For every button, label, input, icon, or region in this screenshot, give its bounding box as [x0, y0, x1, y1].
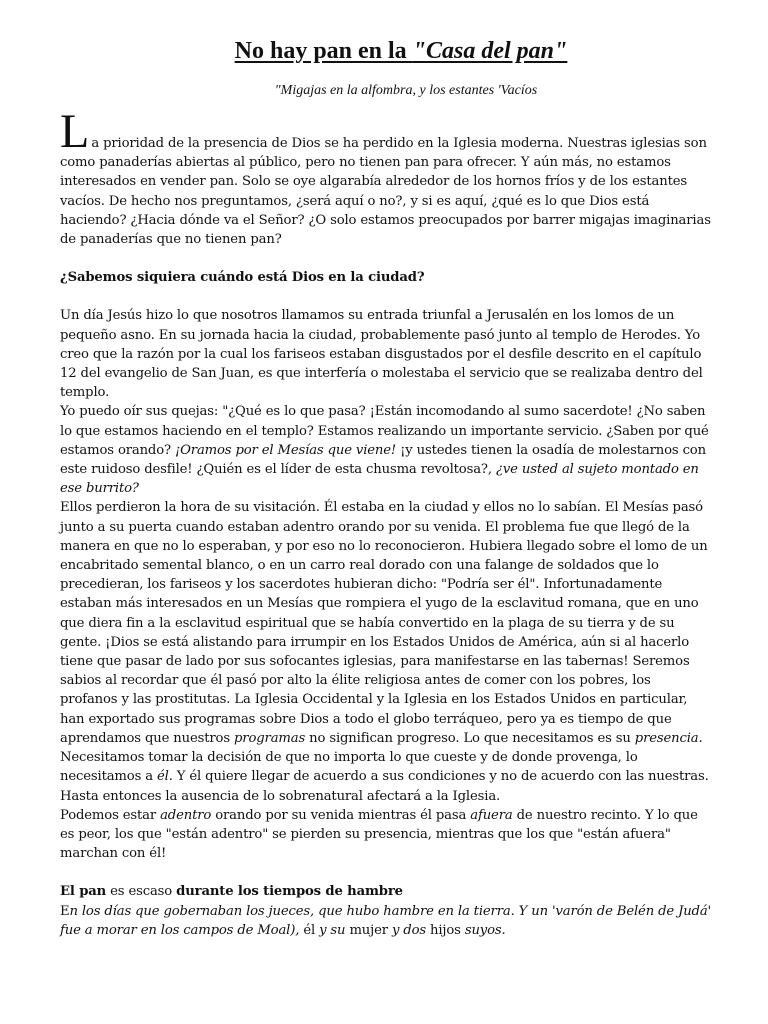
para3-text-a: Yo puedo oír sus quejas: "¿Qué es lo que pasa? ¡Están incomodando al sumo sacerdote! ¿No saben lo que estamos haciendo en el templo? Estamos realizando un importante servicio. ¿Saben por qué estamos orando? — [60, 404, 709, 458]
para5-text-a: Podemos estar — [60, 807, 161, 823]
intro-paragraph — [60, 105, 712, 249]
para4-italic-f: él. — [157, 769, 173, 785]
para4-text-e: Necesitamos tomar la decisión de que no importa lo que cueste y de donde provenga, lo necesitamos a — [60, 750, 638, 785]
paragraph-3 — [60, 402, 712, 498]
para4-text-c: no significan progreso. Lo que necesitamos es su — [305, 730, 635, 746]
para5-italic-b: adentro — [160, 807, 212, 823]
title-part2: "Casa del pan" — [412, 38, 568, 64]
intro-text — [60, 105, 712, 249]
para6-text-a: E — [60, 903, 70, 919]
para3-italic-d: ¿ve usted al sujeto montado en ese burrito? — [60, 462, 699, 497]
page-title — [60, 36, 712, 66]
para5-text-c: orando por su venida mientras él pasa — [211, 807, 471, 823]
para6-text-e: mujer — [345, 922, 392, 938]
paragraph-4 — [60, 498, 712, 805]
para4-italic-b: programas — [234, 730, 306, 746]
drop-cap-letter: L — [60, 105, 90, 158]
heading2-bold-c: durante los tiempos de hambre — [176, 884, 403, 900]
intro-first-line: a prioridad de la presencia de Dios se ha perdido en la Iglesia moderna. Nuestras iglesias — [91, 136, 680, 151]
para4-text-a: Ellos perdieron la hora de su visitación. Él estaba en la ciudad y ellos no lo sabían. El Mesías pasó junto a su puerta cuando estaban adentro orando por su venida. El problema fue que llegó de la manera en que no lo esperaban, y por eso no lo reconocieron. Hubiera llegado sobre el lomo de un encabritado semental blanco, o en un carro real dorado con una falange de soldados que lo precedieran, los fariseos y los sacerdotes hubieran dicho: "Podría ser él". Infortunadamente estaban más interesados en un Mesías que rompiera el yugo de la esclavitud romana, que en uno que diera fin a la esclavitud espiritual que se había convertido en la plaga de su tierra y de su gente. ¡Dios se está alistando para irrumpir en los Estados Unidos de América, aún si al hacerlo tiene que pasar de lado por sus sofocantes iglesias, para manifestarse en las tabernas! Seremos sabios al recordar que él pasó por alto la élite religiosa antes de comer con los pobres, los profanos y las prostitutas. La Iglesia Occidental y la Iglesia en los Estados Unidos en particular, han exportado sus programas sobre Dios a todo el globo terráqueo, pero ya es tiempo de que aprendamos que nuestros — [60, 500, 708, 746]
document-page — [60, 36, 712, 940]
para3-italic-b: ¡Oramos por el Mesías que viene! — [174, 442, 397, 458]
para6-text-g: hijos — [425, 922, 465, 938]
heading2-text-b: es escaso — [106, 884, 177, 900]
para6-italic-f: y dos — [391, 922, 426, 938]
section-heading-1: ¿Sabemos siquiera cuándo está Dios en la ciudad? — [60, 270, 425, 286]
para6-italic-b: n los días que gobernaban los jueces, que hubo hambre en la tierra. Y un 'varón de Belén de Judá' fue a morar en los campos de Moal), — [60, 903, 712, 938]
para5-text-e: de nuestro recinto. Y lo que es peor, los que "están adentro" se pierden su presencia, mientras que los que "están afuera" marchan con él! — [60, 807, 698, 862]
para4-italic-d: presencia. — [634, 730, 703, 746]
spacer — [60, 249, 712, 268]
intro-rest: son como panaderías abiertas al público, pero no tienen pan para ofrecer. Y aún más, no estamos interesados en vender pan. Solo se oye algarabía alrededor de los hornos fríos y de los estantes vacíos. De hecho nos preguntamos, ¿será aquí o no?, y si es aquí, ¿qué es lo que Dios está haciendo? ¿Hacia dónde va el Señor? ¿O solo estamos preocupados por barrer migajas imaginarias de panaderías que no tienen pan? — [60, 136, 711, 248]
para4-text-g: Y él quiere llegar de acuerdo a sus condiciones y no de acuerdo con las nuestras. Hasta entonces la ausencia de lo sobrenatural afectará a la Iglesia. — [60, 769, 709, 804]
para6-text-c: él — [299, 922, 320, 938]
para6-italic-h: suyos. — [464, 922, 506, 938]
spacer — [60, 863, 712, 882]
paragraph-6 — [60, 902, 712, 940]
page-subtitle: "Migajas en la alfombra, y los estantes 'Vacíos — [274, 83, 538, 98]
title-part1: No hay pan en la — [234, 38, 413, 64]
spacer — [60, 287, 712, 306]
section-heading-2 — [60, 882, 712, 901]
paragraph-2: Un día Jesús hizo lo que nosotros llamamos su entrada triunfal a Jerusalén en los lomos de un pequeño asno. En su jornada hacia la ciudad, probablemente pasó junto al templo de Herodes. Yo creo que la razón por la cual los fariseos estaban disgustados por el desfile descrito en el capítulo 12 del evangelio de San Juan, es que interfería o molestaba el servicio que se realizaba dentro del templo. — [60, 308, 703, 401]
para6-italic-d: y su — [319, 922, 346, 938]
heading2-bold-a: El pan — [60, 884, 107, 900]
para3-text-c: ¡y ustedes tienen la osadía de molestarnos con este ruidoso desfile! ¿Quién es el líder de esta chusma revoltosa?, — [60, 442, 706, 478]
paragraph-5 — [60, 806, 712, 864]
para5-italic-d: afuera — [470, 807, 513, 823]
